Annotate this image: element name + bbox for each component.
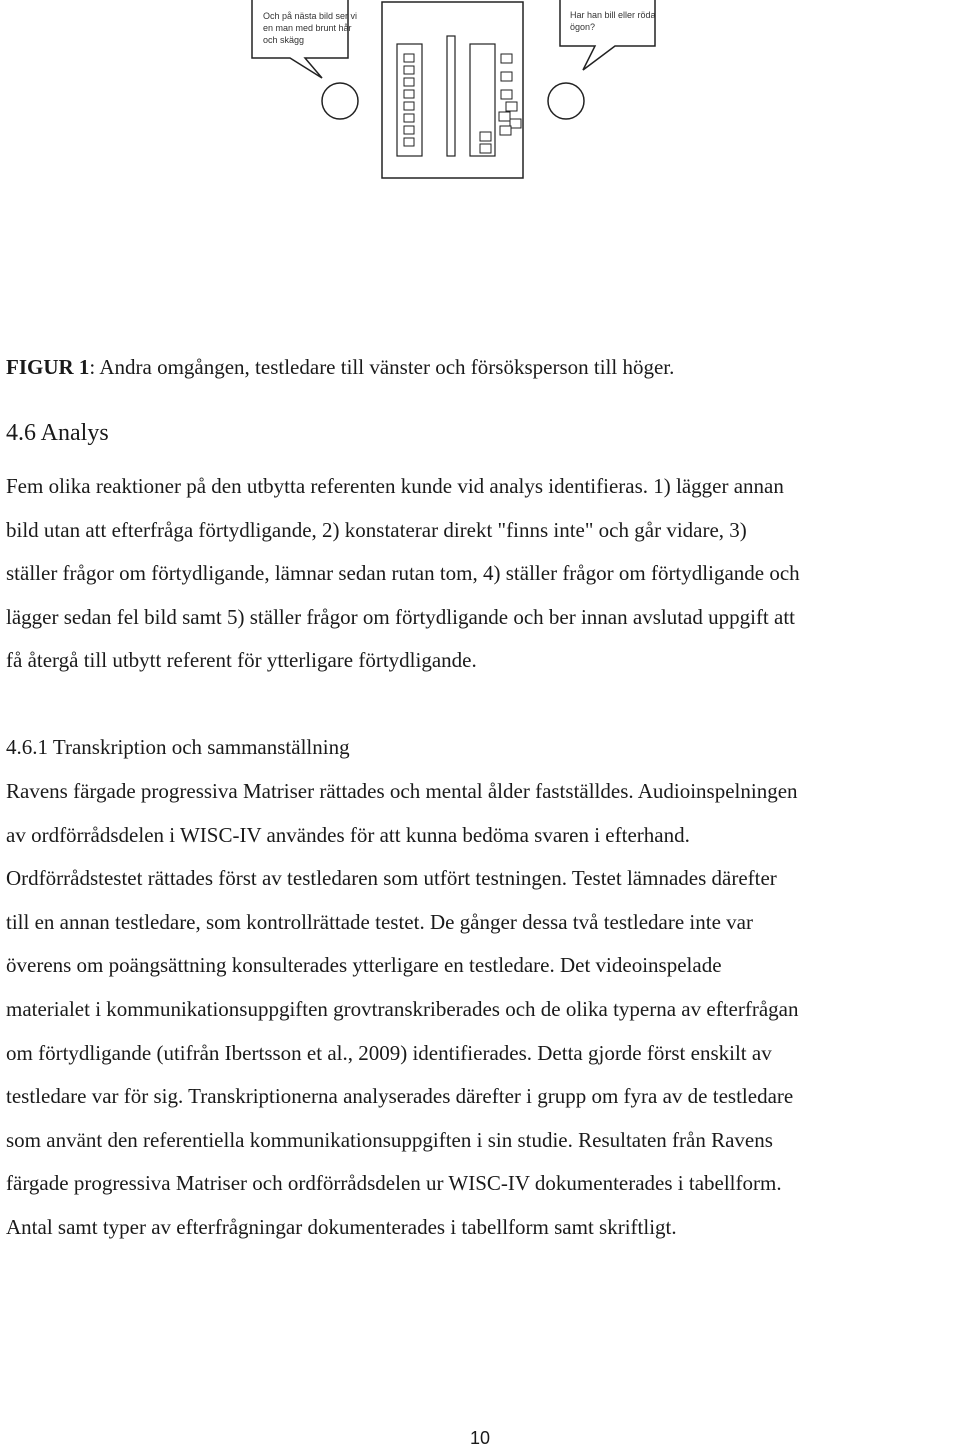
paragraph-line: få återgå till utbytt referent för ytterligare förtydligande.: [6, 648, 477, 673]
subsection-heading: 4.6.1 Transkription och sammanställning: [6, 735, 350, 759]
left-bubble-line-1: Och på nästa bild ser vi: [263, 11, 358, 21]
paragraph-line: av ordförrådsdelen i WISC-IV användes för att kunna bedöma svaren i efterhand.: [6, 822, 690, 847]
figure-illustration: [0, 0, 960, 190]
paragraph-line: bild utan att efterfråga förtydligande, 2) konstaterar direkt "finns inte" och går vidare, 3): [6, 517, 747, 542]
paragraph-line: överens om poängsättning konsulterades ytterligare en testledare. Det videoinspelade: [6, 953, 722, 978]
paragraph-line: Fem olika reaktioner på den utbytta referenten kunde vid analys identifieras. 1) lägger annan: [6, 474, 784, 498]
section-heading: 4.6 Analys: [6, 420, 109, 446]
paragraph-line: till en annan testledare, som kontrollrättade testet. De gånger dessa två testledare inte var: [6, 909, 753, 934]
right-speech-bubble: [560, 0, 656, 70]
paragraph-line: ställer frågor om förtydligande, lämnar sedan rutan tom, 4) ställer frågor om förtydligande och: [6, 561, 800, 586]
section-paragraph: [6, 465, 958, 683]
right-bubble-line-1: Har han bill eller röda: [570, 10, 656, 20]
test-board: [382, 2, 523, 178]
left-speech-bubble: [252, 0, 357, 78]
paragraph-line: materialet i kommunikationsuppgiften grovtranskriberades och de olika typerna av efterfrågan: [6, 996, 799, 1021]
left-bubble-line-2: en man med brunt hår: [263, 23, 352, 33]
paragraph-line: lägger sedan fel bild samt 5) ställer frågor om förtydligande och ber innan avslutad uppgift att: [6, 604, 796, 629]
left-person-head: [322, 83, 358, 119]
paragraph-line: Antal samt typer av efterfrågningar dokumenterades i tabellform samt skriftligt.: [6, 1214, 677, 1239]
paragraph-line: färgade progressiva Matriser och ordförrådsdelen ur WISC-IV dokumenterades i tabellform.: [6, 1171, 782, 1196]
paragraph-line: om förtydligande (utifrån Ibertsson et al., 2009) identifierades. Detta gjorde först enskilt av: [6, 1040, 772, 1065]
right-bubble-line-2: ögon?: [570, 22, 596, 32]
right-person-head: [548, 83, 584, 119]
paragraph-line: Ravens färgade progressiva Matriser rättades och mental ålder fastställdes. Audioinspelningen: [6, 779, 798, 803]
left-bubble-line-3: och skägg: [263, 35, 305, 45]
figure-label: FIGUR 1: [6, 355, 90, 379]
subsection-paragraph: [6, 770, 958, 1250]
paragraph-line: Ordförrådstestet rättades först av testledaren som utfört testningen. Testet lämnades därefter: [6, 866, 777, 891]
figure-caption: [6, 355, 674, 380]
paragraph-line: som använt den referentiella kommunikationsuppgiften i sin studie. Resultaten från Ravens: [6, 1127, 773, 1152]
page-number: 10: [469, 1428, 491, 1448]
figure-caption-text: : Andra omgången, testledare till vänster och försöksperson till höger.: [89, 355, 675, 379]
paragraph-line: testledare var för sig. Transkriptionerna analyserades därefter i grupp om fyra av de testledare: [6, 1084, 794, 1109]
